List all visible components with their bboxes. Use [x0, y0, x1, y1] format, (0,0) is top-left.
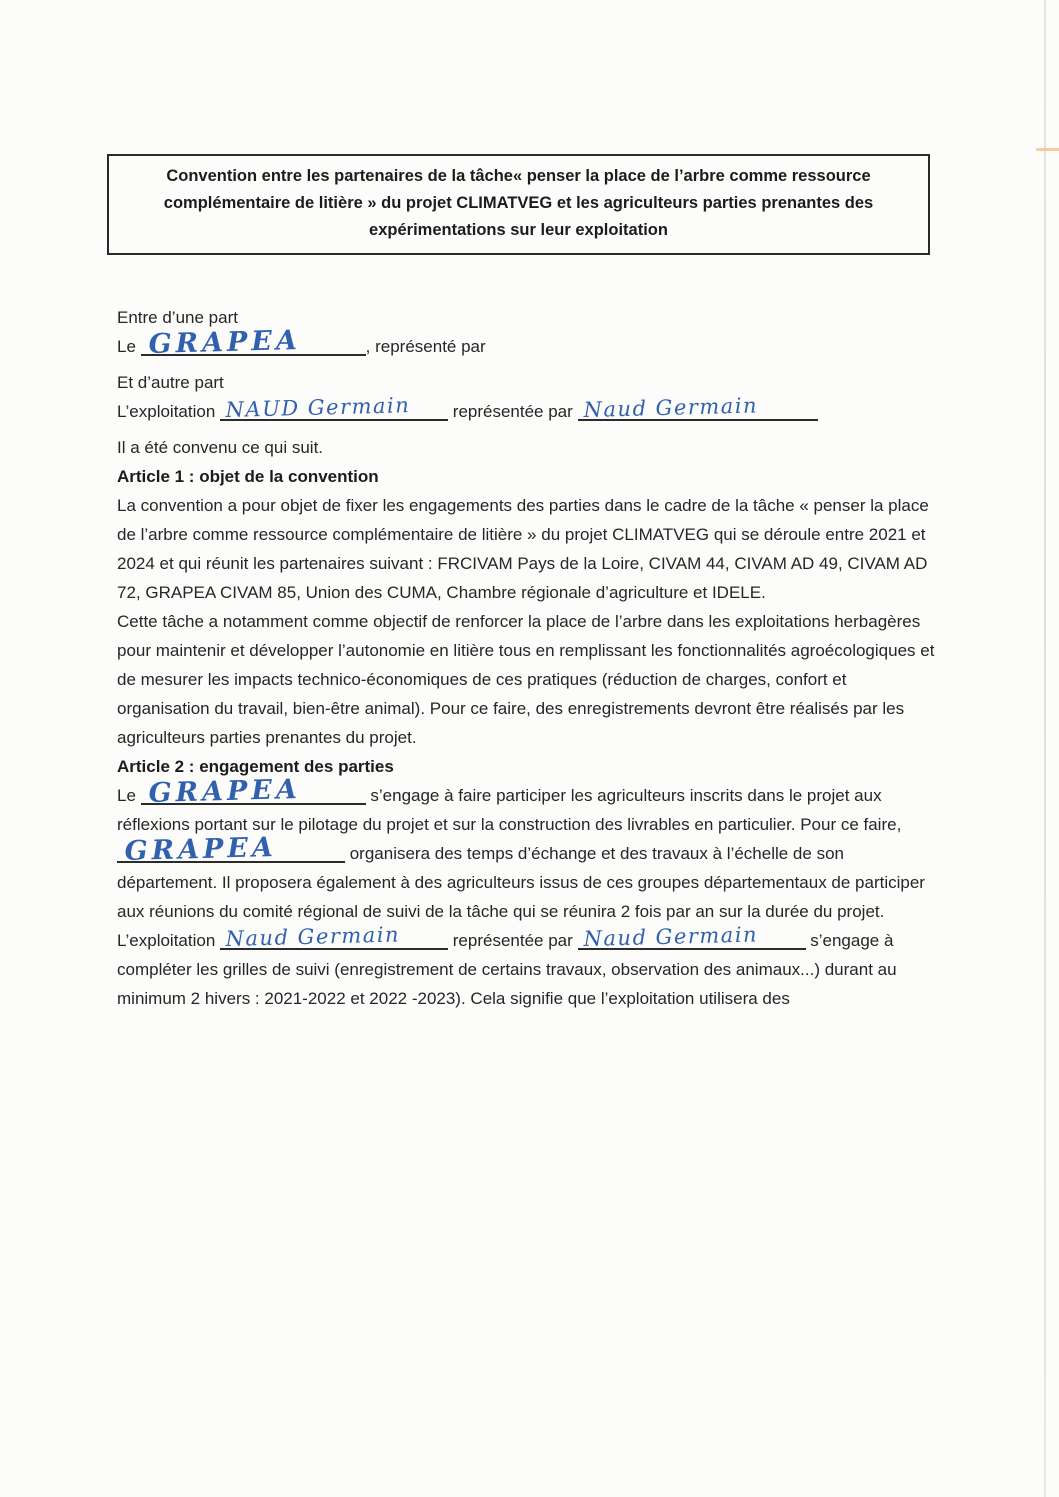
article2-paragraph-1: [117, 774, 943, 926]
article1-paragraph-2: Cette tâche a notamment comme objectif de renforcer la place de l’arbre dans les exploitations herbagères pour maintenir et développer l’autonomie en litière tous en remplissant les fonctionnalités agroécologiques et de mesurer les impacts technico-économiques de ces pratiques (réduction de charges, confort et organisation du travail, bien-être animal). Pour ce faire, des enregistrements devront être réalisés par les agriculteurs parties prenantes du projet.: [117, 612, 935, 747]
handwriting-naud-4: Naud Germain: [582, 922, 758, 952]
a2p2-seg3: s’engage à compléter les grilles de suivi (enregistrement de certains travaux, observation des animaux...) durant au minimum 2 hivers : 2021-2022 et 2022 -2023). Cela signifie que l’exploitation utilisera des: [117, 931, 897, 1008]
handwriting-naud-3: Naud Germain: [225, 922, 401, 952]
handwritten-field-exploitation-1: [220, 393, 448, 423]
article2-paragraph-2: [117, 922, 943, 1013]
intro-etautre-line: Et d’autre part: [117, 373, 224, 392]
scan-edge-line: [1044, 0, 1046, 1497]
convenu-line: Il a été convenu ce qui suit.: [117, 438, 324, 457]
document-title: Convention entre les partenaires de la tâche« penser la place de l’arbre comme ressource complémentaire de litière » du projet CLIMATVEG et les agriculteurs parties prenantes des expérimentations sur leur exploitation: [163, 167, 874, 239]
intro-le-line: [117, 325, 943, 368]
handwritten-field-organisation-2: [141, 774, 366, 809]
handwritten-field-representant-1: [578, 393, 818, 423]
handwritten-field-organisation-1: [141, 325, 366, 360]
a2p1-seg3: organisera des temps d’échange et des travaux à l’échelle de son département. Il proposera également à des agriculteurs issus de ces groupes départementaux de participer aux réunions du comité régional de suivi de la tâche qui se réunira 2 fois par an sur la durée du projet.: [117, 844, 925, 921]
document-body: [117, 303, 943, 1013]
handwritten-field-representant-2: [578, 922, 806, 952]
handwriting-naud-2: Naud Germain: [582, 393, 758, 423]
handwriting-grapea-2: GRAPEA: [147, 774, 301, 809]
handwritten-field-exploitation-2: [220, 922, 448, 952]
a2p2-seg2: représentée par: [448, 931, 578, 950]
handwriting-naud-1: NAUD Germain: [225, 393, 411, 423]
intro-exploitation-label: L’exploitation: [117, 402, 216, 421]
article1-heading: Article 1 : objet de la convention: [117, 467, 379, 486]
a2p1-seg2: s’engage à faire participer les agriculteurs inscrits dans le projet aux réflexions portant sur le pilotage du projet et sur la construction des livrables en particulier. Pour ce faire,: [117, 786, 902, 834]
a2p2-seg1: L’exploitation: [117, 931, 216, 950]
intro-exploitation-line: [117, 393, 943, 433]
article2-heading: Article 2 : engagement des parties: [117, 757, 394, 776]
handwritten-field-organisation-3: [117, 832, 345, 867]
intro-representee-label: représentée par: [452, 402, 573, 421]
intro-entre-line: Entre d’une part: [117, 308, 238, 327]
article1-paragraph-1: La convention a pour objet de fixer les engagements des parties dans le cadre de la tâche « penser la place de l’arbre comme ressource complémentaire de litière » du projet CLIMATVEG qui se déroule entre 2021 et 2024 et qui réunit les partenaires suivant : FRCIVAM Pays de la Loire, CIVAM 44, CIVAM AD 49, CIVAM AD 72, GRAPEA CIVAM 85, Union des CUMA, Chambre régionale d’agriculture et IDELE.: [117, 496, 929, 602]
title-box: [107, 154, 930, 255]
a2p1-seg1: Le: [117, 786, 136, 805]
handwriting-grapea-1: GRAPEA: [147, 325, 301, 360]
scan-edge-mark: [1036, 148, 1059, 151]
intro-le-label: Le: [117, 337, 136, 356]
handwriting-grapea-3: GRAPEA: [124, 832, 278, 867]
intro-le-suffix: , représenté par: [365, 337, 486, 356]
